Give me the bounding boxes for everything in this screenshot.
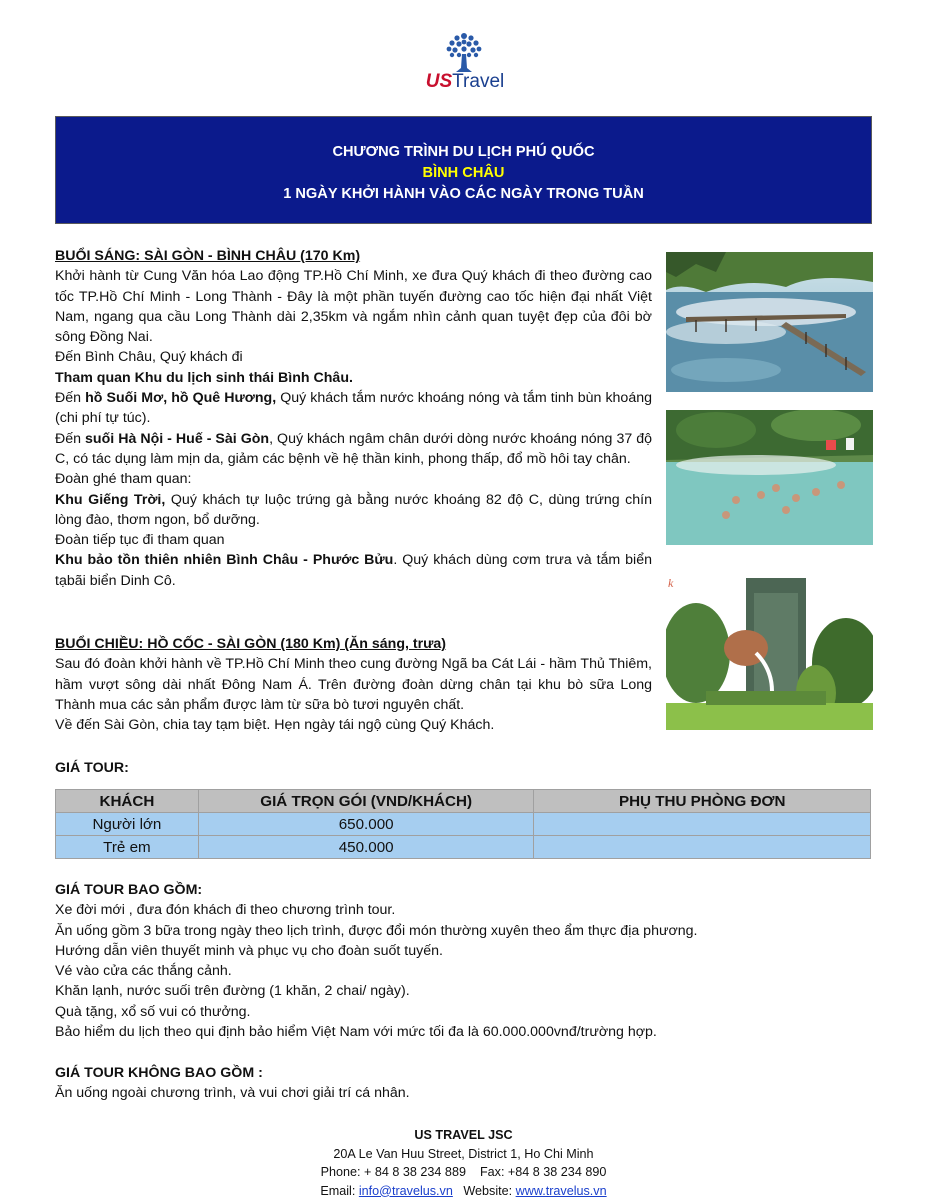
list-item: Quà tặng, xổ số vui có thưởng. bbox=[55, 1003, 251, 1020]
includes-heading: GIÁ TOUR BAO GỒM: bbox=[55, 882, 203, 898]
excludes-heading: GIÁ TOUR KHÔNG BAO GỒM : bbox=[55, 1065, 263, 1081]
price-table bbox=[55, 789, 871, 859]
photo-bathing-pool bbox=[666, 410, 873, 545]
table-cell bbox=[534, 836, 871, 859]
morning-paragraph: Đến Bình Châu, Quý khách đi bbox=[55, 349, 243, 366]
website-link[interactable]: www.travelus.vn bbox=[515, 1183, 607, 1198]
list-item: Bảo hiểm du lịch theo qui định bảo hiểm Việt Nam với mức tối đa là 60.000.000vnđ/trường hợp. bbox=[55, 1024, 657, 1041]
morning-highlight: Tham quan Khu du lịch sinh thái Bình Châu. bbox=[55, 369, 353, 386]
photo-fountain-park bbox=[666, 573, 873, 730]
excludes-section bbox=[55, 1063, 410, 1104]
logo-wordmark: USTravel bbox=[425, 71, 505, 92]
footer-company: US TRAVEL JSC bbox=[414, 1128, 513, 1142]
column-header: KHÁCH bbox=[56, 790, 199, 813]
list-item: Ăn uống ngoài chương trình, và vui chơi giải trí cá nhân. bbox=[55, 1085, 410, 1102]
morning-section bbox=[55, 246, 652, 591]
morning-heading: BUỔI SÁNG: SÀI GÒN - BÌNH CHÂU (170 Km) bbox=[55, 248, 361, 264]
photo-hot-spring-boardwalk bbox=[666, 252, 873, 392]
afternoon-paragraph: Sau đó đoàn khởi hành về TP.Hồ Chí Minh theo cung đường Ngã ba Cát Lái - hầm Thủ Thiêm, hầm vượt sông dài nhất Đông Nam Á. Trên đường đoàn dừng chân tại khu bò sữa Long Thành mua các sản phẩm được làm từ sữa bò tươi nguyên chất. bbox=[55, 656, 652, 713]
morning-paragraph: Khu bảo tồn thiên nhiên Bình Châu - Phước Bửu. Quý khách dùng cơm trưa và tắm biển tạbãi biển Dinh Cô. bbox=[55, 552, 652, 589]
email-link[interactable]: info@travelus.vn bbox=[358, 1183, 453, 1198]
list-item: Vé vào cửa các thắng cảnh. bbox=[55, 963, 232, 980]
table-header-row bbox=[56, 790, 871, 813]
footer-address: 20A Le Van Huu Street, District 1, Ho Chi Minh bbox=[333, 1146, 594, 1161]
morning-paragraph: Đoàn tiếp tục đi tham quan bbox=[55, 532, 225, 549]
banner-title: CHƯƠNG TRÌNH DU LỊCH PHÚ QUỐC bbox=[332, 144, 595, 160]
column-header: GIÁ TRỌN GÓI (VND/KHÁCH) bbox=[198, 790, 534, 813]
column-header: PHỤ THU PHÒNG ĐƠN bbox=[534, 790, 871, 813]
us-travel-logo bbox=[420, 30, 510, 94]
table-cell: 650.000 bbox=[198, 813, 534, 836]
list-item: Khăn lạnh, nước suối trên đường (1 khăn, 2 chai/ ngày). bbox=[55, 983, 410, 1000]
footer-contact: Email: info@travelus.vn Website: www.travelus.vn bbox=[320, 1183, 607, 1198]
svg-text:k: k bbox=[668, 576, 674, 590]
tree-logo-icon bbox=[441, 30, 487, 74]
table-cell bbox=[534, 813, 871, 836]
banner-destination: BÌNH CHÂU bbox=[422, 165, 505, 181]
title-banner bbox=[55, 116, 872, 224]
list-item: Ăn uống gồm 3 bữa trong ngày theo lịch trình, được đổi món thường xuyên theo ẩm thực địa phương. bbox=[55, 922, 698, 939]
banner-schedule: 1 NGÀY KHỞI HÀNH VÀO CÁC NGÀY TRONG TUẦN bbox=[283, 186, 644, 202]
morning-paragraph: Đến suối Hà Nội - Huế - Sài Gòn, Quý khách ngâm chân dưới dòng nước khoáng nóng 37 độ C, có tác dụng làm mịn da, giảm các bệnh về hệ thần kinh, phong thấp, đổ mồ hôi tay chân. bbox=[55, 430, 653, 467]
table-cell: 450.000 bbox=[198, 836, 534, 859]
footer bbox=[0, 1126, 927, 1200]
list-item: Hướng dẫn viên thuyết minh và phục vụ cho đoàn suốt tuyến. bbox=[55, 942, 443, 959]
table-cell: Trẻ em bbox=[56, 836, 199, 859]
morning-paragraph: Đoàn ghé tham quan: bbox=[55, 471, 192, 488]
footer-phone: Phone: + 84 8 38 234 889 Fax: +84 8 38 234 890 bbox=[320, 1165, 607, 1179]
morning-paragraph: Đến hồ Suối Mơ, hồ Quê Hương, Quý khách tắm nước khoáng nóng và tắm tinh bùn khoáng (chi phí tự túc). bbox=[55, 390, 652, 427]
price-label: GIÁ TOUR: bbox=[55, 760, 129, 776]
afternoon-section bbox=[55, 634, 652, 735]
list-item: Xe đời mới , đưa đón khách đi theo chương trình tour. bbox=[55, 902, 396, 919]
afternoon-paragraph: Về đến Sài Gòn, chia tay tạm biệt. Hẹn ngày tái ngộ cùng Quý Khách. bbox=[55, 717, 495, 734]
table-row bbox=[56, 836, 871, 859]
morning-paragraph: Khởi hành từ Cung Văn hóa Lao động TP.Hồ Chí Minh, xe đưa Quý khách đi theo đường cao tốc TP.Hồ Chí Minh - Long Thành - Đây là một phần tuyến đường cao tốc hiện đại nhất Việt Nam, ngang qua cầu Long Thành dài 2,35km và ngắm nhìn cảnh quan tuyệt đẹp của đôi bờ sông Đồng Nai. bbox=[55, 268, 652, 346]
morning-paragraph: Khu Giếng Trời, Quý khách tự luộc trứng gà bằng nước khoáng 82 độ C, dùng trứng chín lòng đào, thơm ngon, bổ dưỡng. bbox=[55, 491, 652, 528]
includes-section bbox=[55, 880, 697, 1042]
table-cell: Người lớn bbox=[56, 813, 199, 836]
afternoon-heading: BUỔI CHIỀU: HỒ CỐC - SÀI GÒN (180 Km) (Ăn sáng, trưa) bbox=[55, 636, 447, 652]
table-row bbox=[56, 813, 871, 836]
